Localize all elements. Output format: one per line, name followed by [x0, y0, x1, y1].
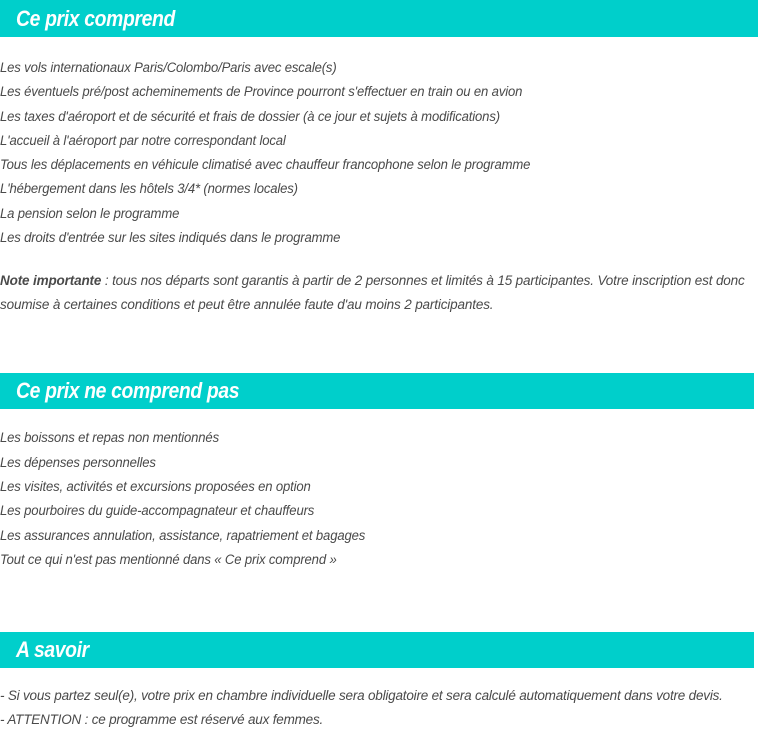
- section-body-ce-prix-comprend: [0, 37, 758, 250]
- list-item: Les pourboires du guide-accompagnateur et chauffeurs: [0, 503, 315, 519]
- list-item: Les visites, activités et excursions proposées en option: [0, 478, 311, 494]
- section-body-a-savoir: [0, 668, 758, 732]
- important-note-block: [0, 250, 758, 317]
- list-item: Les droits d'entrée sur les sites indiqués dans le programme: [0, 230, 341, 246]
- section-title: A savoir: [16, 637, 89, 663]
- list-item: Les boissons et repas non mentionnés: [0, 430, 219, 446]
- section-spacer: [0, 572, 758, 632]
- included-items-list: [0, 56, 758, 250]
- list-item: La pension selon le programme: [0, 205, 180, 221]
- list-item: Tous les déplacements en véhicule climatisé avec chauffeur francophone selon le programme: [0, 157, 531, 173]
- section-spacer: [0, 317, 758, 373]
- list-item: L'accueil à l'aéroport par notre correspondant local: [0, 132, 286, 148]
- paragraph: - ATTENTION : ce programme est réservé aux femmes.: [0, 712, 324, 728]
- section-header-ce-prix-ne-comprend-pas: [0, 373, 754, 409]
- section-body-ce-prix-ne-comprend-pas: [0, 409, 758, 572]
- important-note: [0, 269, 752, 317]
- list-item: Tout ce qui n'est pas mentionné dans « Ce prix comprend »: [0, 551, 337, 567]
- list-item: Les taxes d'aéroport et de sécurité et frais de dossier (à ce jour et sujets à modifications): [0, 108, 500, 124]
- list-item: Les assurances annulation, assistance, rapatriement et bagages: [0, 527, 366, 543]
- paragraph: - Si vous partez seul(e), votre prix en chambre individuelle sera obligatoire et sera calculé automatiquement dans votre devis.: [0, 688, 723, 704]
- excluded-items-list: [0, 426, 758, 572]
- list-item: Les vols internationaux Paris/Colombo/Paris avec escale(s): [0, 60, 337, 75]
- list-item: Les éventuels pré/post acheminements de Province pourront s'effectuer en train ou en avion: [0, 84, 523, 100]
- important-note-text: : tous nos départs sont garantis à partir de 2 personnes et limités à 15 participantes. Votre inscription est donc soumise à certaines conditions et peut être annulée faute d'au moins 2 participantes.: [0, 273, 745, 313]
- list-item: L'hébergement dans les hôtels 3/4* (normes locales): [0, 181, 298, 197]
- section-title: Ce prix comprend: [16, 5, 175, 31]
- section-header-ce-prix-comprend: [0, 0, 758, 37]
- section-header-a-savoir: [0, 632, 754, 668]
- important-note-label: Note importante: [0, 273, 102, 289]
- list-item: Les dépenses personnelles: [0, 454, 156, 470]
- section-title: Ce prix ne comprend pas: [16, 378, 240, 404]
